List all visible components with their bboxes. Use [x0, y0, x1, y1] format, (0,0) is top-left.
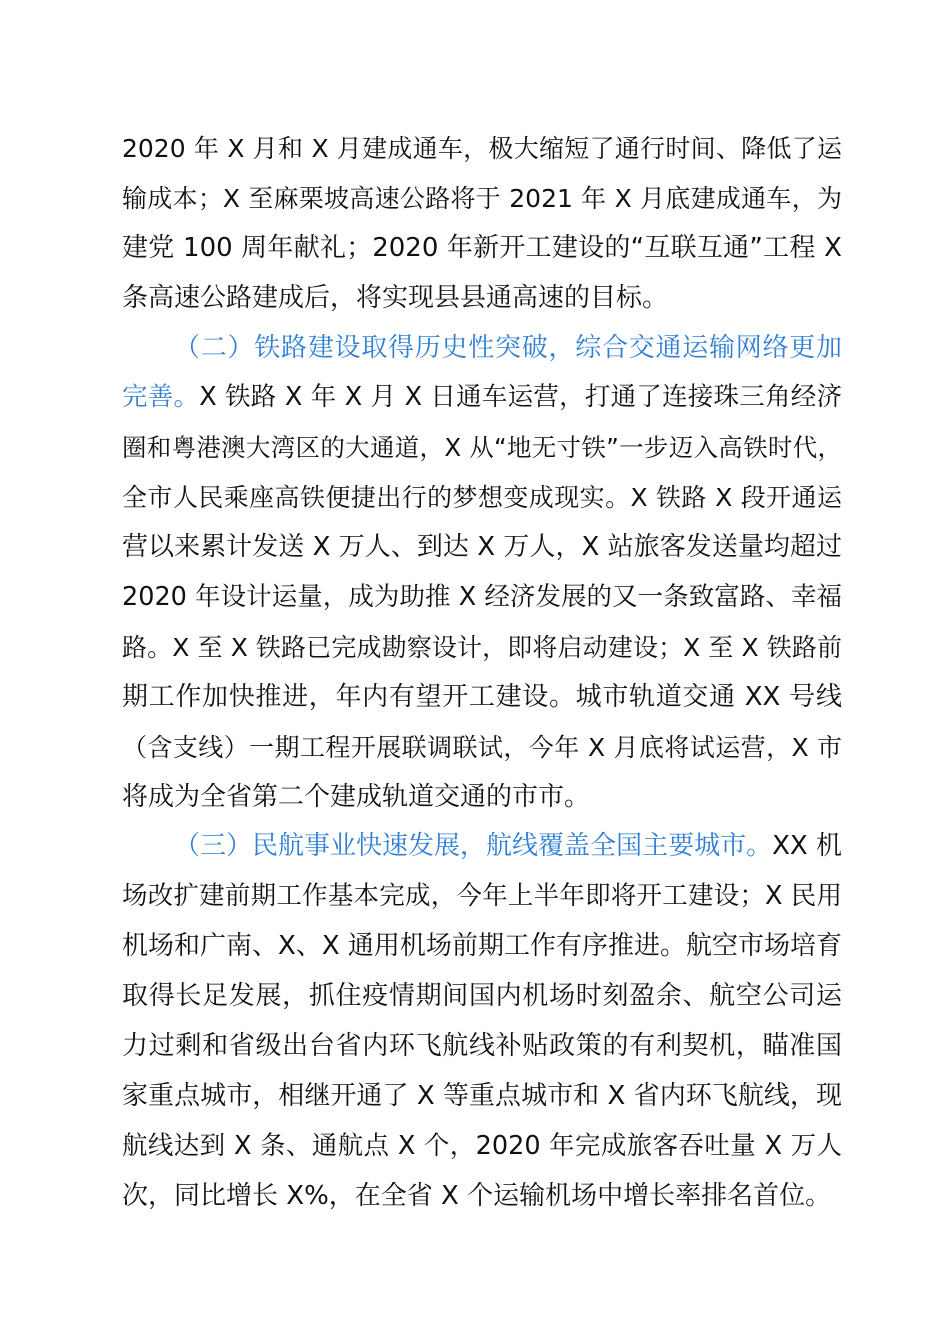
text-line: 航线达到 X 条、通航点 X 个，2020 年完成旅客吞吐量 X 万人: [122, 1130, 842, 1161]
text-line: 场改扩建前期工作基本完成，今年上半年即将开工建设；X 民用: [122, 881, 842, 912]
text-line: 输成本；X 至麻栗坡高速公路将于 2021 年 X 月底建成通车，为: [122, 183, 842, 213]
text-line: 力过剩和省级出台省内环飞航线补贴政策的有利契机，瞄准国: [122, 1031, 842, 1062]
section-heading-aviation: （三）民航事业快速发展，航线覆盖全国主要城市。: [174, 831, 773, 862]
text-line: 期工作加快推进，年内有望开工建设。城市轨道交通 XX 号线: [122, 681, 842, 712]
text-segment: X 铁路 X 年 X 月 X 日通车运营，打通了连接珠三角经济: [199, 382, 842, 413]
text-line: 圈和粤港澳大湾区的大通道，X 从“地无寸铁”一步迈入高铁时代，: [122, 433, 842, 463]
text-line: 营以来累计发送 X 万人、到达 X 万人，X 站旅客发送量均超过: [122, 532, 842, 563]
text-line: 取得长足发展，抓住疫情期间国内机场时刻盈余、航空公司运: [122, 981, 842, 1012]
section-heading-railway: （二）铁路建设取得历史性突破，综合交通运输网络更加: [174, 332, 842, 363]
text-line: 机场和广南、X、X 通用机场前期工作有序推进。航空市场培育: [122, 931, 842, 962]
text-line: [122, 822, 842, 872]
text-segment: XX 机: [772, 831, 842, 862]
text-line: 建党 100 周年献礼；2020 年新开工建设的“互联互通”工程 X: [122, 232, 842, 263]
document-body: [122, 124, 842, 1222]
section-heading-railway-end: 完善。: [122, 382, 200, 413]
text-line: 次，同比增长 X%，在全省 X 个运输机场中增长率排名首位。: [122, 1180, 832, 1211]
text-line: 全市人民乘座高铁便捷出行的梦想变成现实。X 铁路 X 段开通运: [122, 483, 842, 513]
text-line: 2020 年 X 月和 X 月建成通车，极大缩短了通行时间、降低了运: [122, 134, 842, 163]
text-line: 家重点城市，相继开通了 X 等重点城市和 X 省内环飞航线，现: [122, 1080, 842, 1111]
text-line: 路。X 至 X 铁路已完成勘察设计，即将启动建设；X 至 X 铁路前: [122, 632, 842, 662]
text-line: 条高速公路建成后，将实现县县通高速的目标。: [122, 282, 669, 313]
text-line: 2020 年设计运量，成为助推 X 经济发展的又一条致富路、幸福: [122, 582, 842, 613]
text-line: （含支线）一期工程开展联调联试，今年 X 月底将试运营，X 市: [122, 732, 842, 762]
text-line: [122, 373, 842, 423]
text-line: 将成为全省第二个建成轨道交通的市市。: [122, 781, 591, 812]
